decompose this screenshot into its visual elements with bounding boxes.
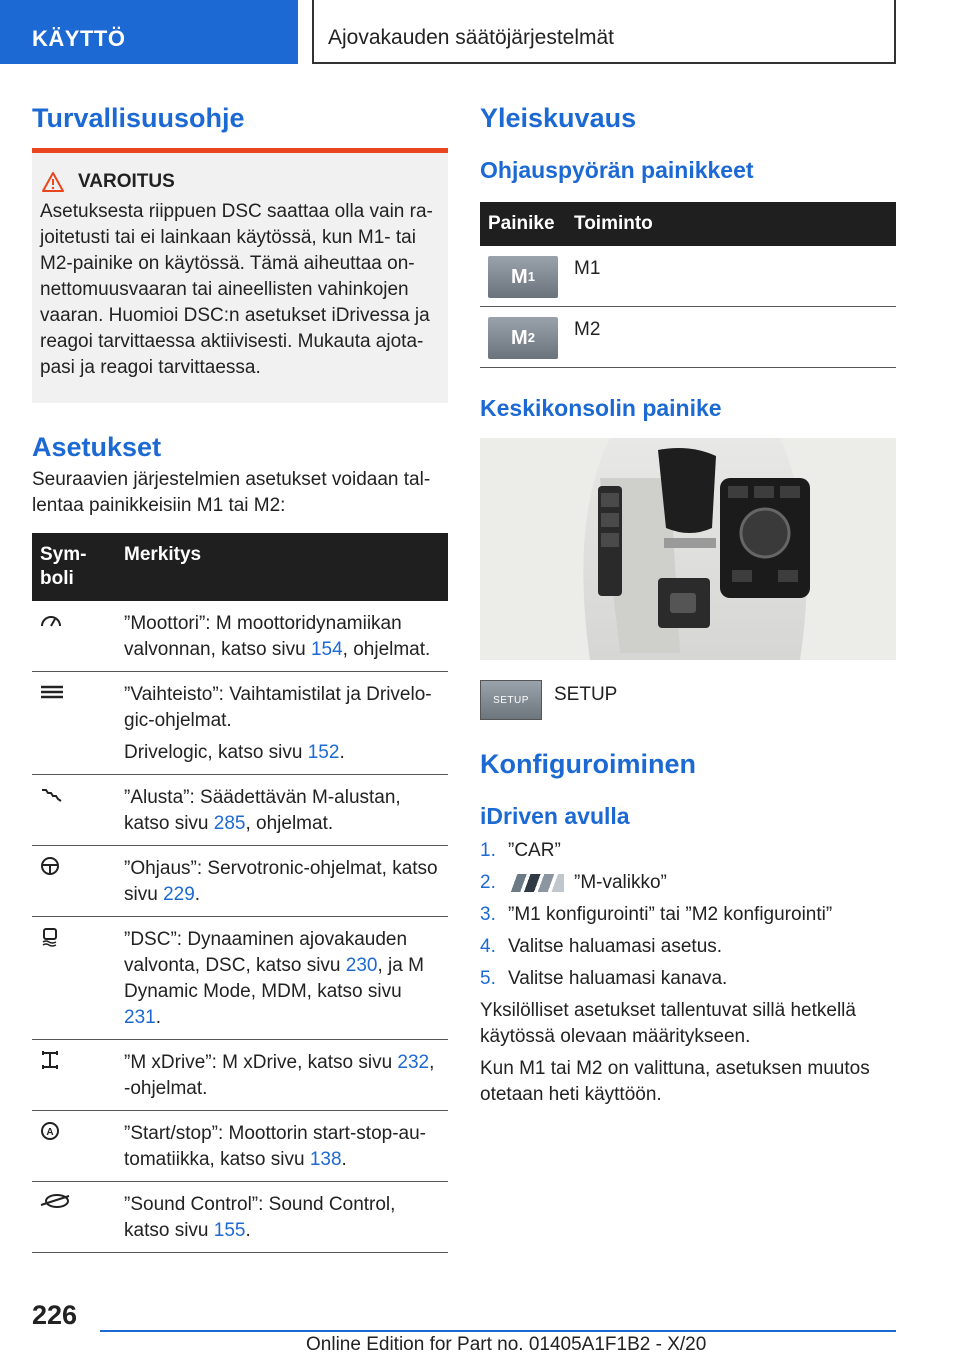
console-button-title: Keskikonsolin painike xyxy=(480,395,722,421)
center-console-photo xyxy=(480,438,896,660)
table-row: ”Moottori”: M moottoridynamiikan valvonnan, katso sivu 154, ohjelmat. xyxy=(32,601,448,672)
list-item: 2. ”M-valikko” xyxy=(480,872,667,893)
engine-gauge-icon xyxy=(40,613,62,629)
col-meaning-header: Merkitys xyxy=(116,533,448,601)
settings-intro: Seuraavien järjestelmien asetukset voidaan tallentaa painikkeisiin M1 tai M2: xyxy=(32,469,431,516)
table-row: ”Sound Control”: Sound Control, katso sivu 155. xyxy=(32,1182,448,1253)
settings-title: Asetukset xyxy=(32,432,162,462)
page-link[interactable]: 138 xyxy=(309,1149,342,1170)
m1-button-image: M 1 xyxy=(488,256,558,298)
table-row: ”Ohjaus”: Servotronic-ohjelmat, katso sivu 229. xyxy=(32,846,448,917)
page-link[interactable]: 154 xyxy=(310,639,343,660)
warning-triangle-icon xyxy=(42,172,64,192)
gearbox-icon xyxy=(40,684,64,700)
page-link[interactable]: 152 xyxy=(307,742,340,763)
start-stop-icon xyxy=(40,1121,60,1141)
list-item: 4. Valitse haluamasi asetus. xyxy=(480,936,723,957)
list-item: 5. Valitse haluamasi kanava. xyxy=(480,968,728,989)
m1-label: M1 xyxy=(566,246,896,307)
right-column xyxy=(480,100,896,1108)
page-number: 226 xyxy=(32,1300,78,1330)
table-row xyxy=(480,246,896,307)
warning-label: VAROITUS xyxy=(78,171,175,192)
col-button-header: Painike xyxy=(480,202,566,246)
sound-control-icon xyxy=(40,1192,70,1210)
left-column xyxy=(32,100,448,1253)
table-row: ”M xDrive”: M xDrive, katso sivu 232, -ohjelmat. xyxy=(32,1040,448,1111)
chapter-title: Ajovakauden säätöjärjestelmät xyxy=(312,0,896,64)
section-tab: KÄYTTÖ xyxy=(0,0,298,64)
settings-table xyxy=(32,533,448,1253)
m2-label: M2 xyxy=(566,307,896,368)
page-link[interactable]: 232 xyxy=(397,1052,430,1073)
page-link[interactable]: 229 xyxy=(163,884,195,905)
list-item: 1. ”CAR” xyxy=(480,840,561,861)
warning-box xyxy=(32,148,448,403)
setup-row xyxy=(480,680,896,720)
page-link[interactable]: 231 xyxy=(124,1007,156,1028)
setup-button-image: SETUP xyxy=(480,680,542,720)
page-link[interactable]: 230 xyxy=(345,955,378,976)
suspension-icon xyxy=(40,787,62,803)
table-row: ”Vaihteisto”: Vaihtamistilat ja Drivelogic-ohjelmat. Drivelogic, katso sivu 152. xyxy=(32,672,448,775)
wheel-buttons-title: Ohjauspyörän painikkeet xyxy=(480,157,754,183)
page-link[interactable]: 285 xyxy=(213,813,246,834)
warning-header xyxy=(42,171,440,193)
steering-wheel-icon xyxy=(40,856,60,876)
svg-text:A: A xyxy=(46,1127,54,1138)
list-item: 3. ”M1 konfigurointi” tai ”M2 konfigurointi” xyxy=(480,904,833,925)
paragraph: Kun M1 tai M2 on valittuna, asetuksen muutos otetaan heti käyttöön. xyxy=(480,1058,870,1105)
m-menu-icon xyxy=(508,874,564,892)
configuration-title: Konfiguroiminen xyxy=(480,749,696,779)
m2-button-image: M 2 xyxy=(488,317,558,359)
table-row xyxy=(480,307,896,368)
dsc-icon xyxy=(40,927,60,947)
idrive-title: iDriven avulla xyxy=(480,803,630,829)
steps-list xyxy=(480,838,896,992)
table-row: A ”Start/stop”: Moottorin start-stop-automatiikka, katso sivu 138. xyxy=(32,1111,448,1182)
table-row: ”DSC”: Dynaaminen ajovakauden valvonta, DSC, katso sivu 230, ja M Dynamic Mode, MDM, katso sivu 231. xyxy=(32,917,448,1040)
footer-divider xyxy=(100,1330,896,1332)
col-function-header: Toiminto xyxy=(566,202,896,246)
safety-title: Turvallisuusohje xyxy=(32,103,245,133)
wheel-buttons-table xyxy=(480,202,896,368)
xdrive-icon xyxy=(40,1050,60,1070)
overview-title: Yleiskuvaus xyxy=(480,103,637,133)
setup-label: SETUP xyxy=(554,684,618,705)
col-symbol-header: Symboli xyxy=(32,533,116,601)
paragraph: Yksilölliset asetukset tallentuvat sillä hetkellä käytössä olevaan määritykseen. xyxy=(480,1000,856,1047)
warning-text: Asetuksesta riippuen DSC saattaa olla vain rajoitetusti tai ei lainkaan käytössä, kun M1- tai M2-painike on käytössä. Tämä aiheuttaa onnettomuusvaaran tai aineellisten vahinkojen vaaran. Huomioi DSC:n asetukset iDrivessa ja reagoi tarvittaessa aktiivisesti. Mukauta ajotapasi ja reagoi tarvittaessa. xyxy=(40,201,433,378)
table-row: ”Alusta”: Säädettävän M-alustan, katso sivu 285, ohjelmat. xyxy=(32,775,448,846)
edition-text: Online Edition for Part no. 01405A1F1B2 - X/20 xyxy=(306,1334,707,1355)
page-link[interactable]: 155 xyxy=(213,1220,246,1241)
